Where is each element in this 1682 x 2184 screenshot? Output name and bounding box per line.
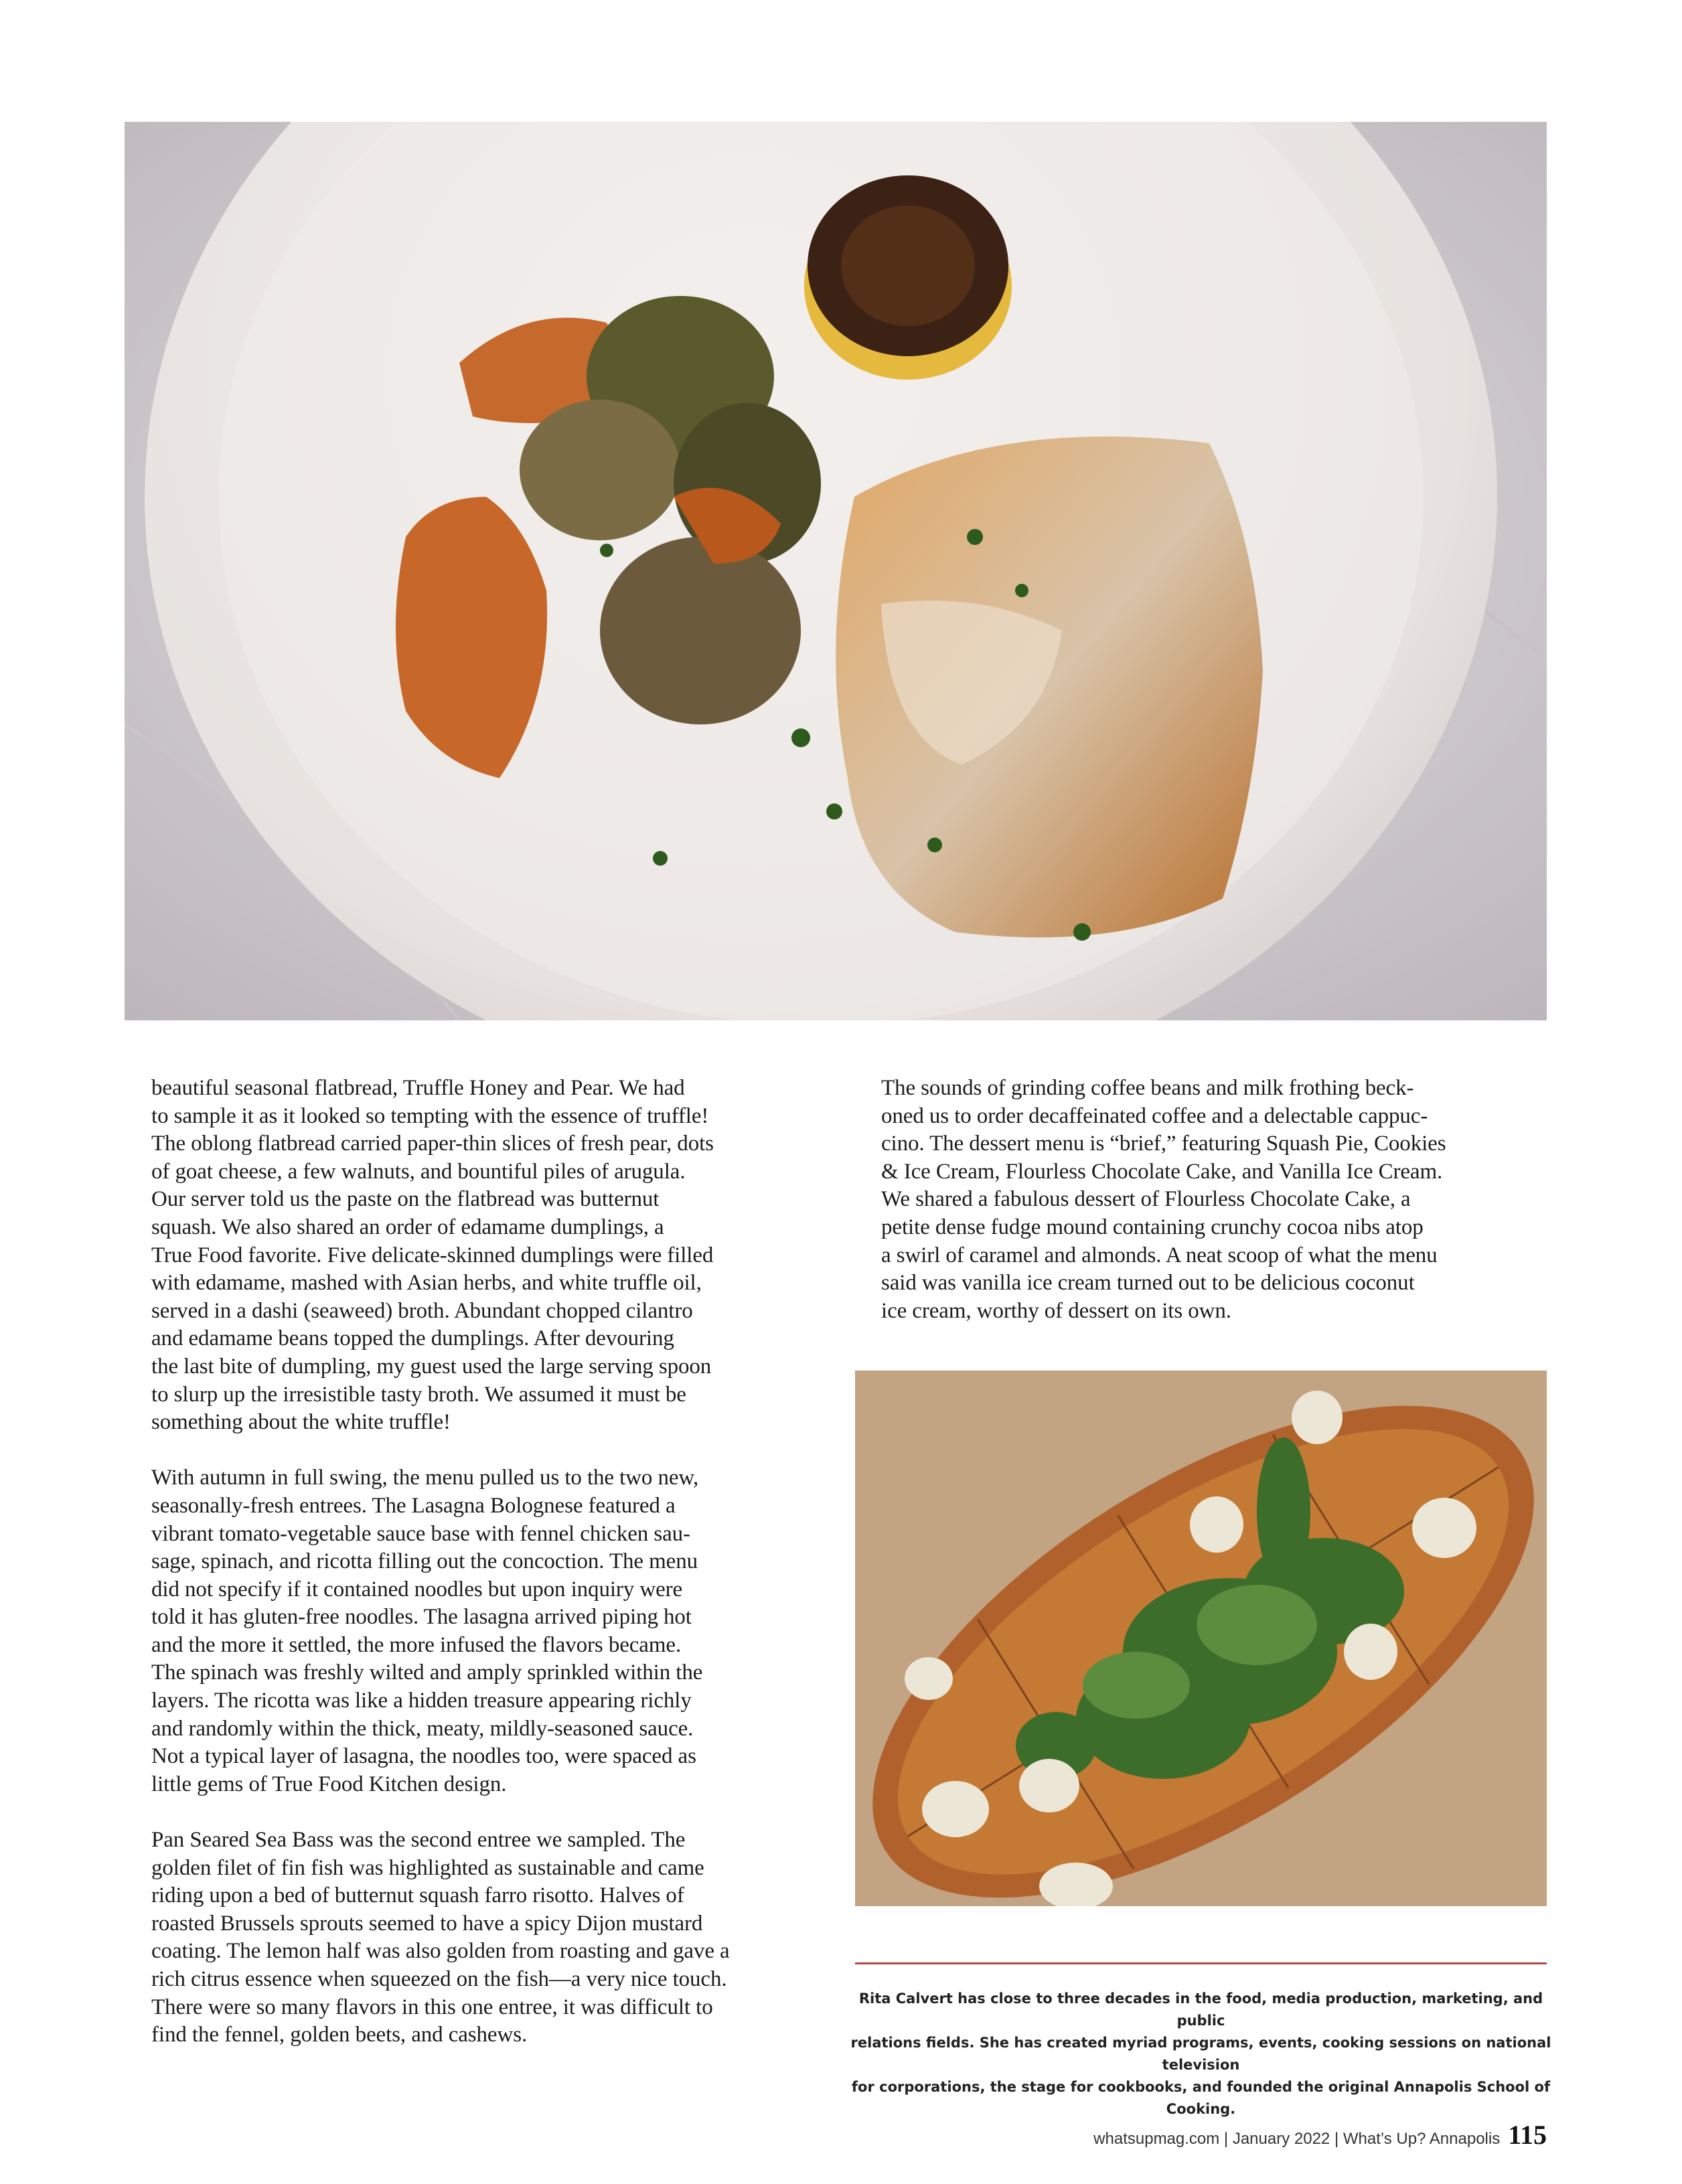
article-right-column	[881, 1075, 1524, 1325]
footer-text: whatsupmag.com | January 2022 | What’s Up? Annapolis	[1093, 2130, 1501, 2148]
flatbread-photo	[855, 1371, 1547, 1906]
paragraph-sea-bass: Pan Seared Sea Bass was the second entree we sampled. The golden filet of fin fish was highlighted as sustainable and came riding upon a bed of butternut squash farro risotto. Halves of roasted Brussels sprouts seemed to have a spicy Dijon mustard coating. The lemon half was also golden from roasting and gave a rich citrus essence when squeezed on the fish—a very nice touch. There were so many flavors in this one entree, it was difficult to find the fennel, golden beets, and cashews.	[151, 1828, 730, 2047]
page-number: 115	[1508, 2120, 1547, 2150]
sea-bass-photo	[125, 122, 1547, 1020]
author-bio: Rita Calvert has close to three decades in the food, media production, marketing, and public relations fields. She has created myriad programs, events, cooking sessions on national television for corporations, the stage for cookbooks, and founded the original Annapolis School of Cooking.	[850, 1991, 1551, 2117]
article-left-column	[151, 1075, 794, 2049]
paragraph-lasagna: With autumn in full swing, the menu pulled us to the two new, seasonally-fresh entrees. The Lasagna Bolognese featured a vibrant tomato-vegetable sauce base with fennel chicken sau- sage, spinach, and ricotta filling out the concoction. The menu did not specify if it contained noodles but upon inquiry were told it has gluten-free noodles. The lasagna arrived piping hot and the more it settled, the more infused the flavors became. The spinach was freshly wilted and amply sprinkled within the layers. The ricotta was like a hidden treasure appearing richly and randomly within the thick, meaty, mildly-seasoned sauce. Not a typical layer of lasagna, the noodles too, were spaced as little gems of True Food Kitchen design.	[151, 1466, 703, 1796]
bio-divider	[855, 1962, 1547, 1964]
paragraph-flatbread: beautiful seasonal flatbread, Truffle Honey and Pear. We had to sample it as it looked so tempting with the essence of truffle! The oblong flatbread carried paper-thin slices of fresh pear, dots of goat cheese, a few walnuts, and bountiful piles of arugula. Our server told us the paste on the flatbread was butternut squash. We also shared an order of edamame dumplings, a True Food favorite. Five delicate-skinned dumplings were filled with edamame, mashed with Asian herbs, and white truffle oil, served in a dashi (seaweed) broth. Abundant chopped cilantro and edamame beans topped the dumplings. After devouring the last bite of dumpling, my guest used the large serving spoon to slurp up the irresistible tasty broth. We assumed it must be something about the white truffle!	[151, 1076, 714, 1435]
paragraph-dessert: The sounds of grinding coffee beans and milk frothing beck- oned us to order decaffeinated coffee and a delectable cappuc- cino. The dessert menu is “brief,” featuring Squash Pie, Cookies & Ice Cream, Flourless Chocolate Cake, and Vanilla Ice Cream. We shared a fabulous dessert of Flourless Chocolate Cake, a petite dense fudge mound containing crunchy cocoa nibs atop a swirl of caramel and almonds. A neat scoop of what the menu said was vanilla ice cream turned out to be delicious coconut ice cream, worthy of dessert on its own.	[881, 1076, 1446, 1323]
page-footer	[1093, 2119, 1547, 2151]
